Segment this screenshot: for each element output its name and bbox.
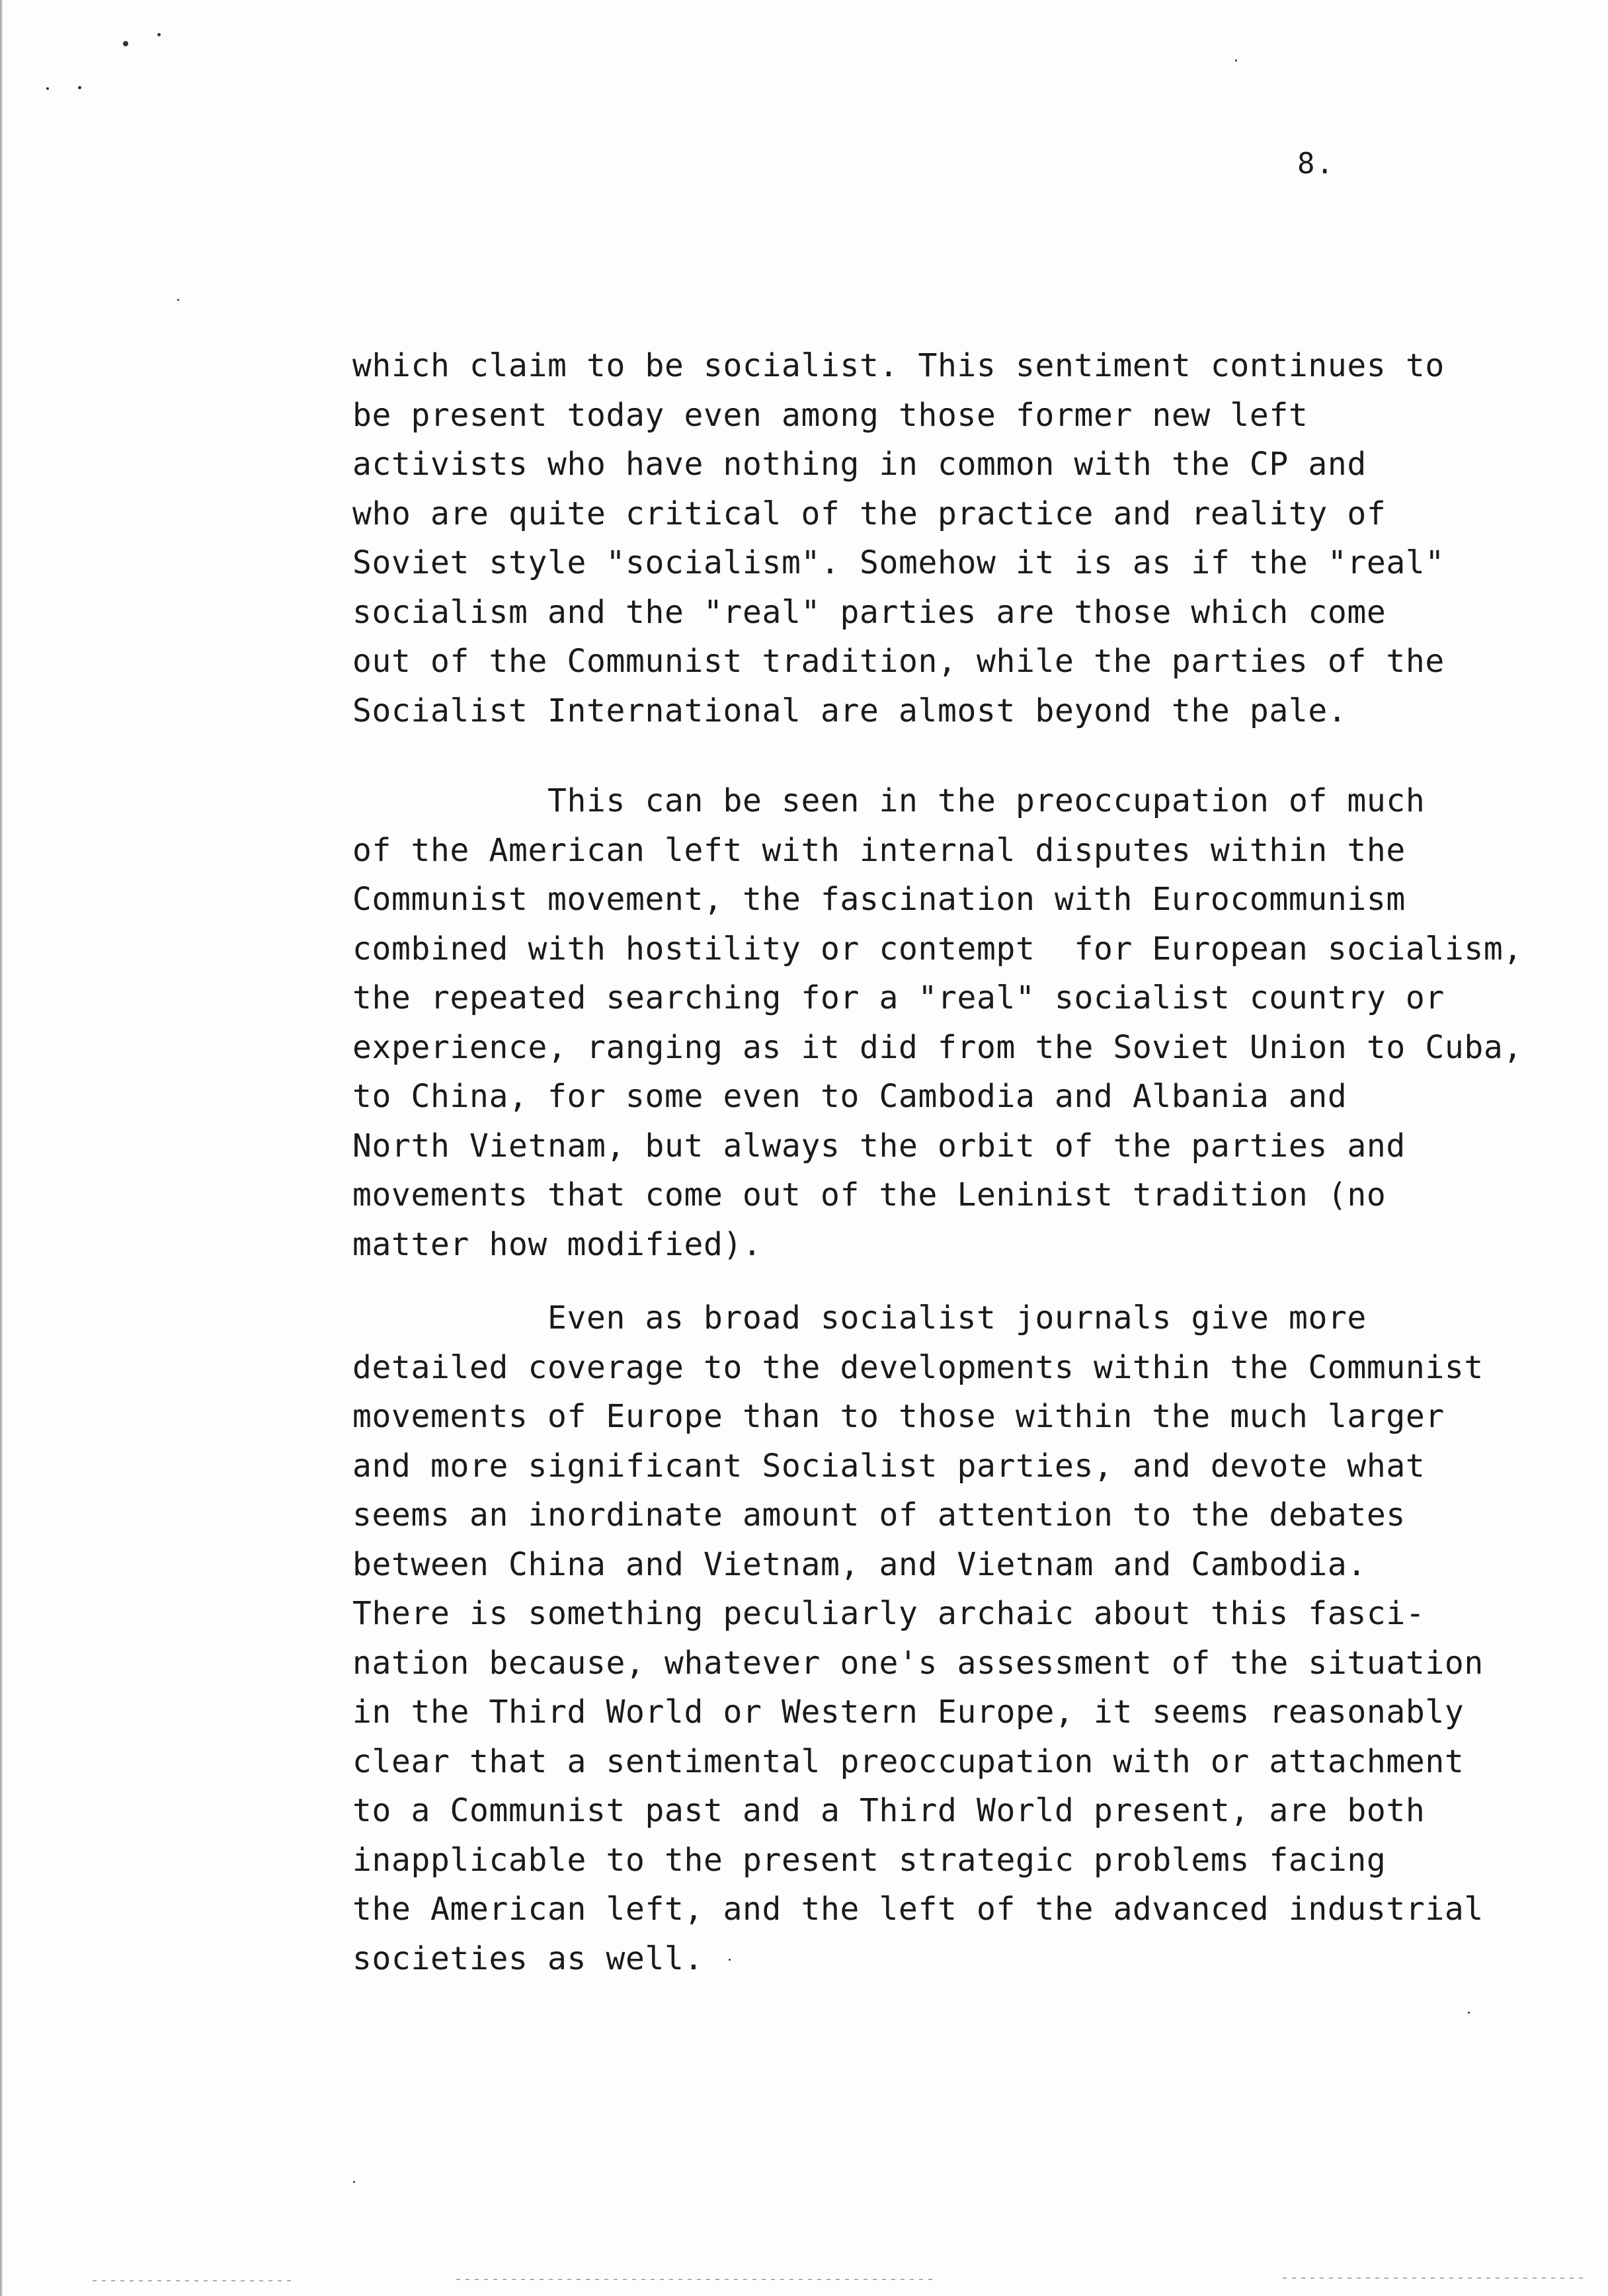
text-line: combined with hostility or contempt for European socialism, xyxy=(352,930,1523,967)
text-line: detailed coverage to the developments within the Communist xyxy=(352,1348,1484,1386)
text-line: in the Third World or Western Europe, it seems reasonably xyxy=(352,1694,1465,1731)
paragraph-3 xyxy=(352,1293,1543,1983)
scan-left-edge xyxy=(0,0,3,2296)
scan-speck xyxy=(46,87,49,90)
scan-speck xyxy=(1235,60,1237,62)
text-line: and more significant Socialist parties, and devote what xyxy=(352,1447,1426,1485)
text-line: to China, for some even to Cambodia and Albania and xyxy=(352,1078,1347,1115)
text-line: inapplicable to the present strategic problems facing xyxy=(352,1841,1387,1879)
text-line: socialism and the "real" parties are those which come xyxy=(352,593,1387,631)
text-line: activists who have nothing in common with the CP and xyxy=(352,446,1367,483)
paragraph-1 xyxy=(352,341,1543,735)
text-line: movements that come out of the Leninist tradition (no xyxy=(352,1176,1387,1213)
scan-artifact-bottom xyxy=(93,2280,291,2281)
text-line: North Vietnam, but always the orbit of the parties and xyxy=(352,1127,1406,1165)
scan-artifact-bottom xyxy=(456,2279,932,2280)
text-line: be present today even among those former new left xyxy=(352,396,1308,434)
text-line: Socialist International are almost beyond the pale. xyxy=(352,692,1347,729)
text-line: This can be seen in the preoccupation of much xyxy=(547,782,1426,819)
text-line: which claim to be socialist. This sentiment continues to xyxy=(352,347,1445,384)
text-line: the repeated searching for a "real" socialist country or xyxy=(352,979,1445,1016)
text-line: There is something peculiarly archaic about this fasci- xyxy=(352,1595,1426,1632)
text-line: matter how modified). xyxy=(352,1225,762,1263)
scan-speck xyxy=(78,86,81,89)
scan-speck xyxy=(177,299,179,301)
text-line: Soviet style "socialism". Somehow it is as if the "real" xyxy=(352,544,1445,581)
text-line: Even as broad socialist journals give more xyxy=(547,1299,1367,1336)
scan-speck xyxy=(353,2181,355,2183)
text-line: who are quite critical of the practice and reality of xyxy=(352,495,1387,532)
text-line: movements of Europe than to those within the much larger xyxy=(352,1398,1445,1435)
text-line: nation because, whatever one's assessment of the situation xyxy=(352,1644,1484,1682)
text-line: clear that a sentimental preoccupation with or attachment xyxy=(352,1742,1465,1780)
text-line: out of the Communist tradition, while the parties of the xyxy=(352,643,1445,680)
text-line: societies as well. xyxy=(352,1940,704,1977)
scan-speck xyxy=(1468,2012,1470,2014)
scan-speck xyxy=(123,41,128,46)
text-line: between China and Vietnam, and Vietnam and Cambodia. xyxy=(352,1545,1367,1583)
scan-speck xyxy=(157,33,161,36)
scan-artifact-bottom xyxy=(1283,2277,1587,2279)
text-line: of the American left with internal disputes within the xyxy=(352,831,1406,869)
page-number: 8. xyxy=(1297,147,1335,181)
text-line: experience, ranging as it did from the Soviet Union to Cuba, xyxy=(352,1028,1523,1066)
text-line: to a Communist past and a Third World present, are both xyxy=(352,1792,1426,1829)
text-line: Communist movement, the fascination with Eurocommunism xyxy=(352,881,1406,918)
text-line: the American left, and the left of the advanced industrial xyxy=(352,1891,1484,1928)
paragraph-2 xyxy=(352,776,1543,1269)
text-line: seems an inordinate amount of attention to the debates xyxy=(352,1496,1406,1534)
